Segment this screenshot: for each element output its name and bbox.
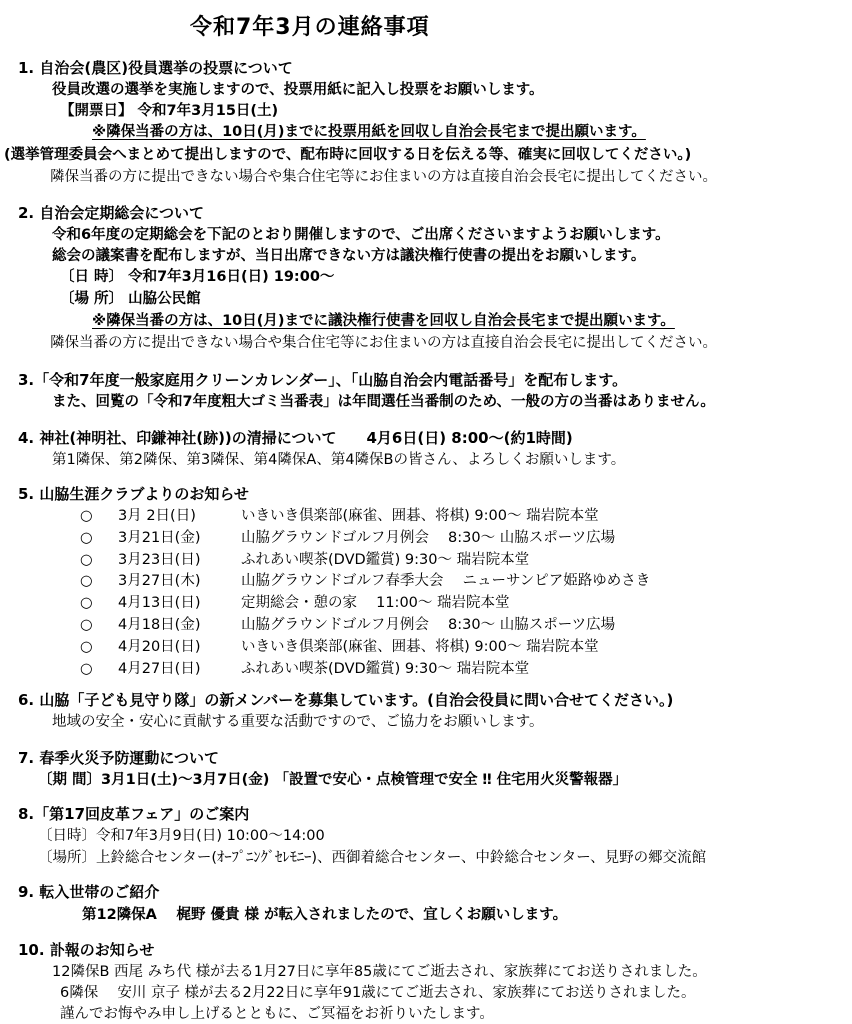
event-bullet: ○ bbox=[80, 529, 93, 546]
section-8-place: 〔場所〕上鈴総合センター(ｵｰﾌﾟﾆﾝｸﾞｾﾚﾓﾆｰ)、西御着総合センター、中鈴総合センター、見野の郷交流館 bbox=[38, 850, 707, 866]
section-10-heading: 10. 訃報のお知らせ bbox=[18, 941, 155, 959]
event-description: ふれあい喫茶(DVD鑑賞) 9:30〜 瑞岩院本堂 bbox=[241, 660, 530, 677]
section-1-line-4: (選挙管理委員会へまとめて提出しますので、配布時に回収する日を伝える等、確実に回収してください。) bbox=[4, 147, 692, 163]
event-row bbox=[80, 571, 650, 591]
section-10-condolence: 謹んでお悔やみ申し上げるとともに、ご冥福をお祈りいたします。 bbox=[60, 1006, 494, 1022]
event-bullet: ○ bbox=[80, 595, 93, 612]
event-description: いきいき倶楽部(麻雀、囲碁、将棋) 9:00〜 瑞岩院本堂 bbox=[241, 508, 599, 524]
event-row bbox=[80, 615, 615, 635]
event-date: 4月13日(日) bbox=[118, 595, 201, 612]
event-row bbox=[80, 637, 599, 657]
section-2-heading: 2. 自治会定期総会について bbox=[18, 204, 205, 222]
event-date: 4月18日(金) bbox=[118, 617, 201, 633]
event-bullet: ○ bbox=[80, 551, 93, 568]
event-date: 4月20日(日) bbox=[118, 638, 201, 655]
section-3-heading: 3.「令和7年度一般家庭用クリーンカレンダー」、「山脇自治会内電話番号」を配布します。 bbox=[18, 371, 628, 389]
event-bullet: ○ bbox=[80, 617, 93, 633]
event-row bbox=[80, 593, 510, 613]
page-title: 令和7年3月の連絡事項 bbox=[190, 15, 430, 40]
section-7-line-1: 〔期 間〕3月1日(土)〜3月7日(金) 「設置で安心・点検管理で安全 ‼ 住宅用火災警報器」 bbox=[38, 772, 628, 788]
section-5-heading: 5. 山脇生涯クラブよりのお知らせ bbox=[18, 485, 249, 503]
section-4-heading: 4. 神社(神明社、印鎌神社(跡))の清掃について 4月6日(日) 8:00〜(約1時間) bbox=[18, 429, 573, 447]
section-2-line-1: 令和6年度の定期総会を下記のとおり開催しますので、ご出席くださいますようお願いします。 bbox=[52, 227, 670, 243]
event-description: いきいき倶楽部(麻雀、囲碁、将棋) 9:00〜 瑞岩院本堂 bbox=[241, 638, 599, 655]
section-4-line-1: 第1隣保、第2隣保、第3隣保、第4隣保A、第4隣保Bの皆さん、よろしくお願いします。 bbox=[52, 452, 626, 468]
event-row bbox=[80, 506, 599, 526]
section-1-line-5: 隣保当番の方に提出できない場合や集合住宅等にお住まいの方は直接自治会長宅に提出してください。 bbox=[50, 169, 717, 185]
section-6-heading: 6. 山脇「子ども見守り隊」の新メンバーを募集しています。(自治会役員に問い合せてください。) bbox=[18, 691, 674, 709]
event-bullet: ○ bbox=[80, 573, 93, 590]
event-date: 3月21日(金) bbox=[118, 529, 201, 546]
section-8-datetime: 〔日時〕令和7年3月9日(日) 10:00〜14:00 bbox=[38, 828, 325, 844]
section-10-obituary-1: 12隣保B 西尾 みち代 様が去る1月27日に享年85歳にてご逝去され、家族葬にてお送りされました。 bbox=[52, 964, 707, 980]
event-bullet: ○ bbox=[80, 508, 93, 524]
event-row bbox=[80, 528, 615, 548]
section-6-line-1: 地域の安全・安心に貢献する重要な活動ですので、ご協力をお願いします。 bbox=[52, 714, 544, 730]
event-bullet: ○ bbox=[80, 660, 93, 677]
section-2-line-2: 総会の議案書を配布しますが、当日出席できない方は議決権行使書の提出をお願いします。 bbox=[52, 248, 646, 264]
event-date: 3月27日(木) bbox=[118, 573, 201, 590]
event-description: 定期総会・憩の家 11:00〜 瑞岩院本堂 bbox=[241, 595, 510, 612]
event-row bbox=[80, 550, 529, 570]
section-10-obituary-2: 6隣保 安川 京子 様が去る2月22日に享年91歳にてご逝去され、家族葬にてお送りされました。 bbox=[60, 985, 696, 1001]
section-1-heading: 1. 自治会(農区)役員選挙の投票について bbox=[18, 59, 293, 77]
section-3-line-1: また、回覧の「令和7年度粗大ゴミ当番表」は年間選任当番制のため、一般の方の当番はありません。 bbox=[52, 394, 715, 410]
event-description: 山脇グラウンドゴルフ月例会 8:30〜 山脇スポーツ広場 bbox=[241, 529, 616, 546]
section-8-heading: 8.「第17回皮革フェア」のご案内 bbox=[18, 805, 250, 823]
event-description: ふれあい喫茶(DVD鑑賞) 9:30〜 瑞岩院本堂 bbox=[241, 551, 530, 568]
event-description: 山脇グラウンドゴルフ月例会 8:30〜 山脇スポーツ広場 bbox=[241, 617, 616, 633]
event-date: 4月27日(日) bbox=[118, 660, 201, 677]
section-9-heading: 9. 転入世帯のご紹介 bbox=[18, 883, 160, 901]
section-2-place: 〔場 所〕 山脇公民館 bbox=[60, 291, 201, 307]
section-2-datetime: 〔日 時〕 令和7年3月16日(日) 19:00〜 bbox=[60, 269, 335, 285]
event-bullet: ○ bbox=[80, 638, 93, 655]
section-9-line-1: 第12隣保A 梶野 優貴 様 が転入されましたので、宜しくお願いします。 bbox=[82, 907, 568, 923]
section-1-counting-day: 【開票日】 令和7年3月15日(土) bbox=[60, 103, 279, 119]
section-1-note: ※隣保当番の方は、10日(月)までに投票用紙を回収し自治会長宅まで提出願います。 bbox=[92, 124, 646, 140]
section-2-note: ※隣保当番の方は、10日(月)までに議決権行使書を回収し自治会長宅まで提出願います。 bbox=[92, 313, 675, 329]
section-7-heading: 7. 春季火災予防運動について bbox=[18, 749, 220, 767]
section-1-line-1: 役員改選の選挙を実施しますので、投票用紙に記入し投票をお願いします。 bbox=[52, 82, 544, 98]
section-2-line-6: 隣保当番の方に提出できない場合や集合住宅等にお住まいの方は直接自治会長宅に提出してください。 bbox=[50, 335, 717, 351]
event-description: 山脇グラウンドゴルフ春季大会 ニューサンピア姫路ゆめさき bbox=[241, 573, 651, 590]
event-row bbox=[80, 659, 529, 679]
event-date: 3月 2日(日) bbox=[118, 508, 196, 524]
event-date: 3月23日(日) bbox=[118, 551, 201, 568]
